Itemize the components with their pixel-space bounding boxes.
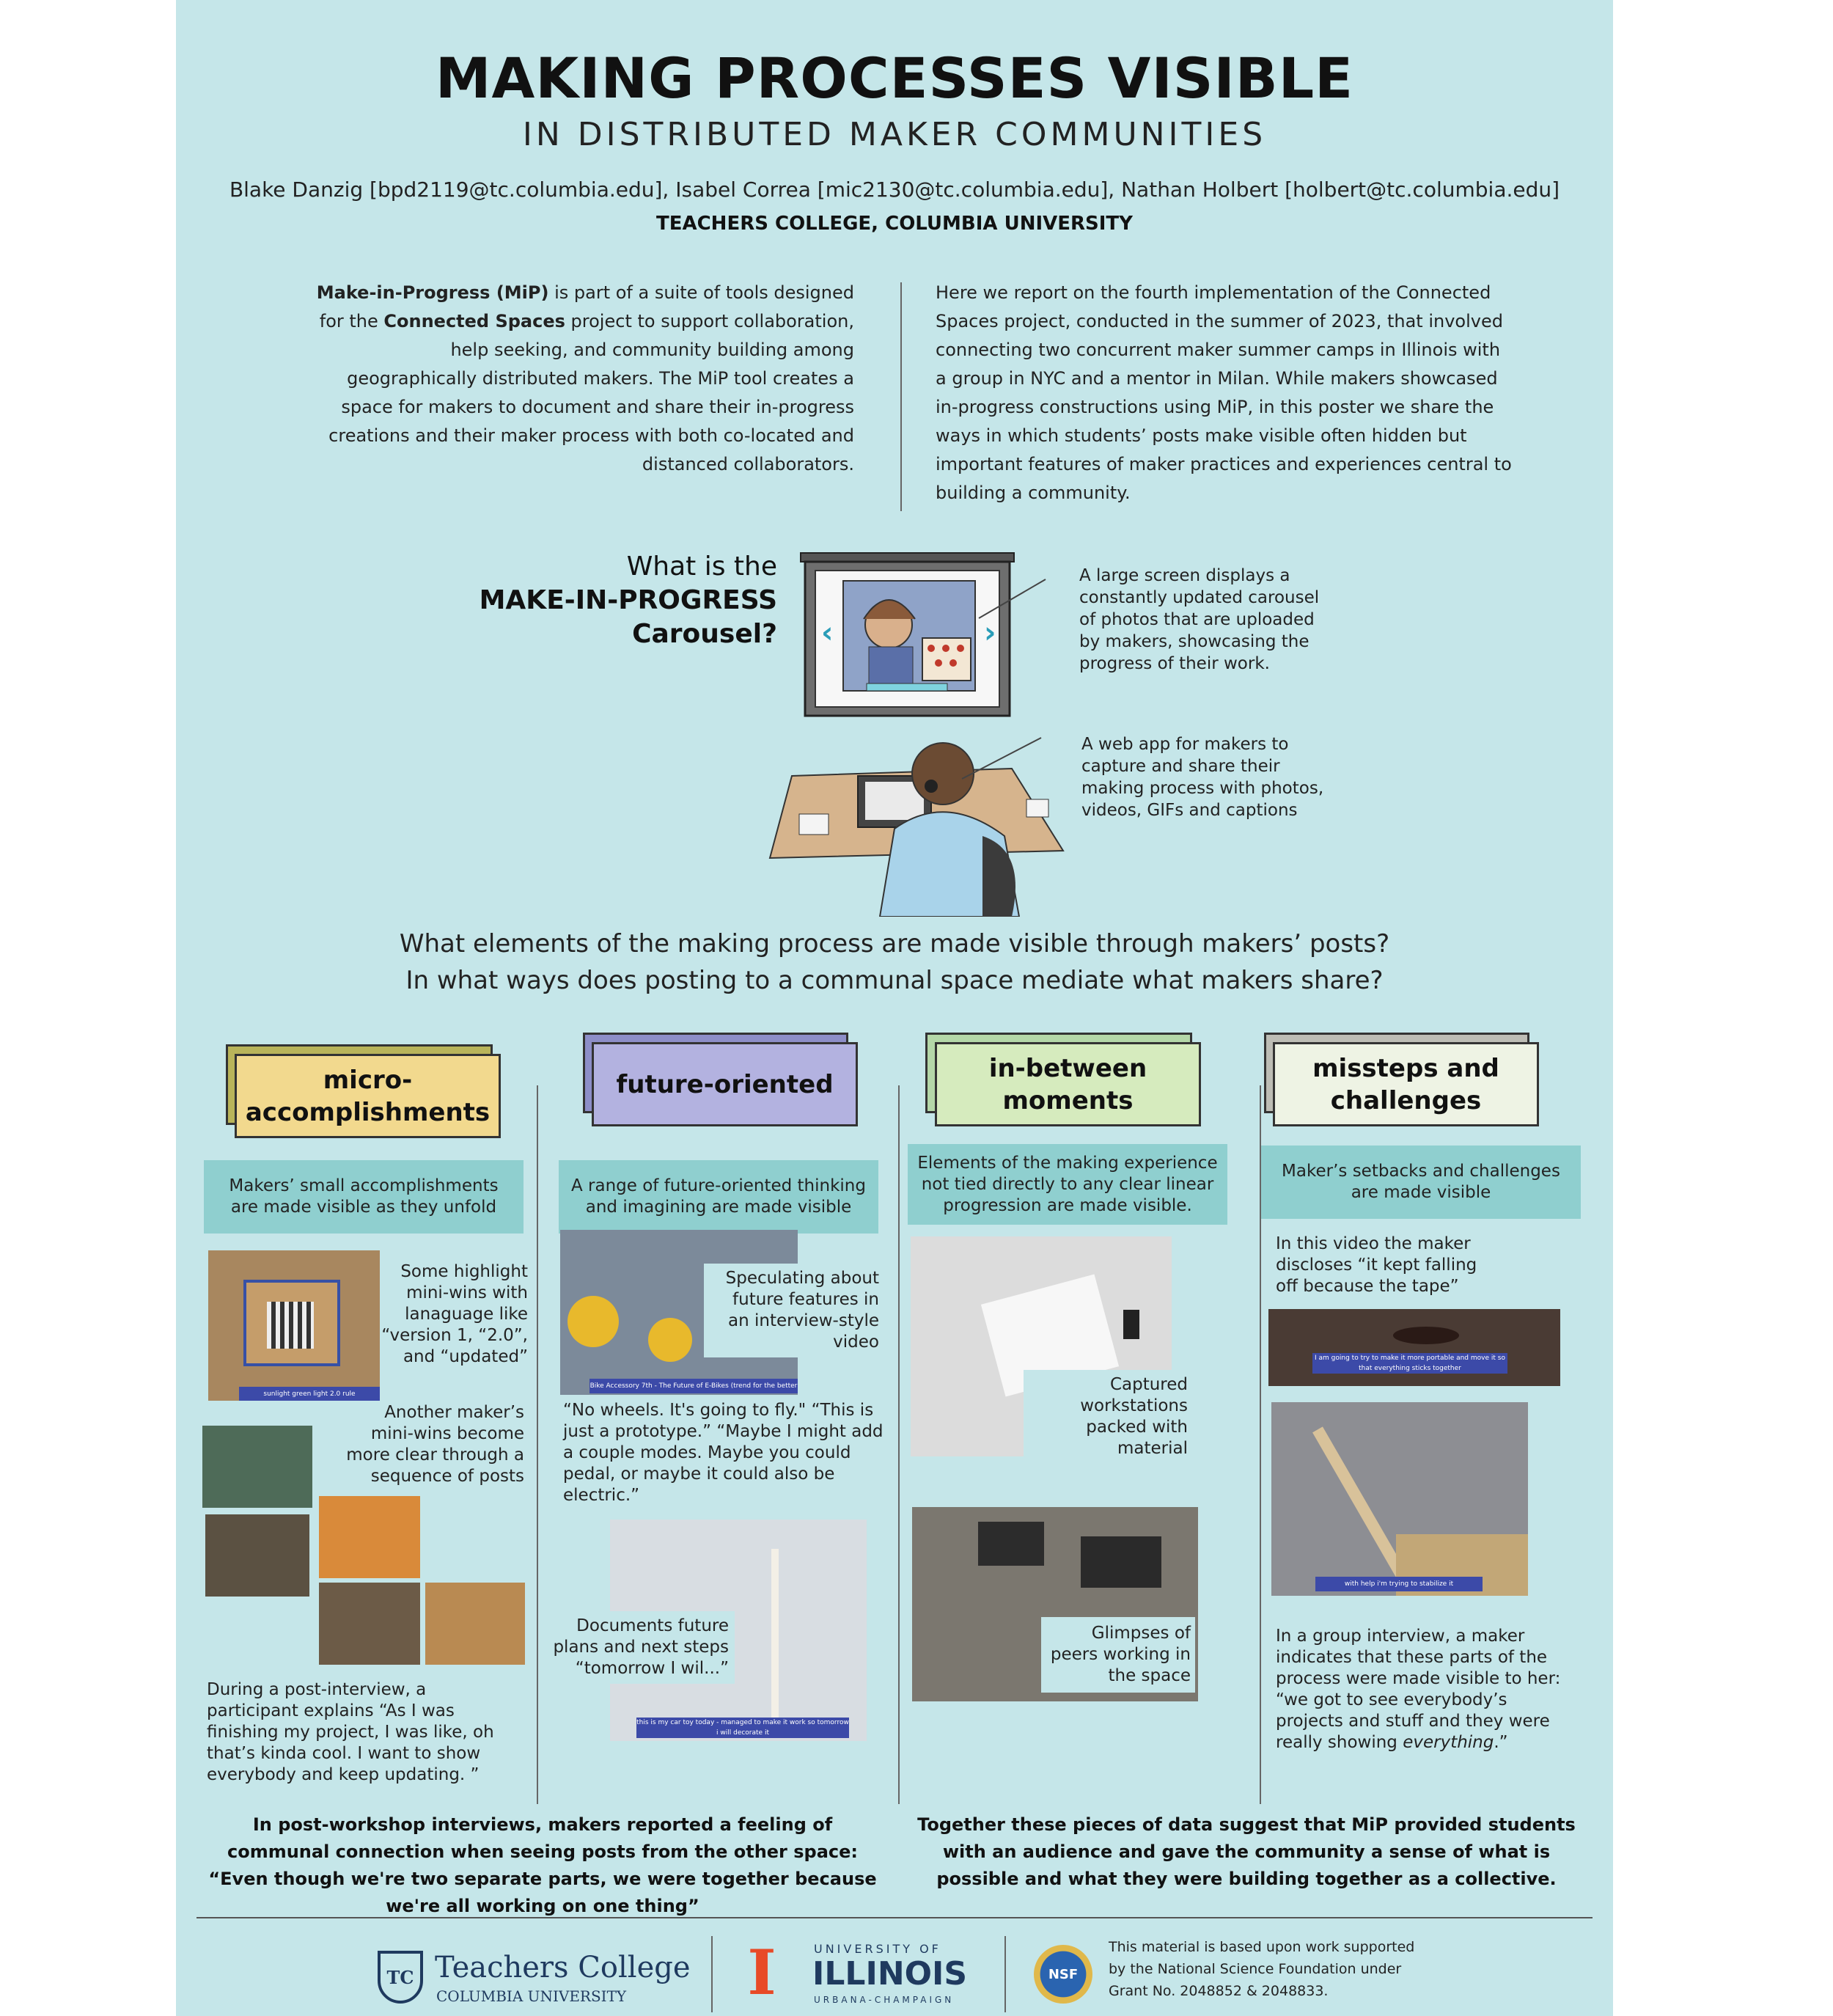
- photo-sequence-5: [425, 1583, 525, 1665]
- cap-missteps-2: [1276, 1626, 1576, 1753]
- caption-bar-tape: I am going to try to make it more portable and move it so that everything sticks together: [1312, 1353, 1507, 1374]
- tc-mark: TC: [386, 1966, 414, 1988]
- poster: [176, 0, 1613, 2016]
- poster-title: MAKING PROCESSES VISIBLE: [435, 45, 1354, 111]
- tab-micro-accomplishments: micro- accomplishments: [235, 1054, 501, 1138]
- screen-note: A large screen displays a constantly updated carousel of photos that are uploaded by makers, showcasing the progress of their work.: [1079, 566, 1320, 673]
- tc-shield-icon: [378, 1951, 423, 2004]
- footer-rule: [196, 1917, 1593, 1918]
- photo-sequence-4: [319, 1583, 420, 1665]
- conclusion-right: Together these pieces of data suggest that MiP provided students with an audience and gave the community a sense of what is possible and what they were building together as a collective.: [917, 1814, 1576, 1889]
- illinois-name: ILLINOIS: [812, 1955, 968, 1993]
- carousel-q-line2: MAKE-IN-PROGRESS: [479, 585, 777, 615]
- cap-future-1: Speculating about future features in an interview-style video: [704, 1264, 884, 1357]
- caption-bar-microbit: sunlight green light 2.0 rule: [239, 1387, 380, 1401]
- desc-missteps: Maker’s setbacks and challenges are made visible: [1261, 1146, 1581, 1219]
- caption-bar-bike: Bike Accessory 7th - The Future of E-Bikes (trend for the better: [589, 1379, 798, 1393]
- lamp-pole: [771, 1549, 779, 1725]
- tab-missteps-and-challenges: missteps and challenges: [1273, 1042, 1539, 1126]
- carousel-next-icon: ›: [984, 616, 996, 650]
- photo-stabilize: [1271, 1402, 1528, 1596]
- desc-inbetween: Elements of the making experience not tied directly to any clear linear progression are made visible.: [908, 1144, 1227, 1225]
- poster-subtitle: IN DISTRIBUTED MAKER COMMUNITIES: [522, 116, 1267, 153]
- carousel-q-line3: Carousel?: [632, 619, 777, 649]
- intro-divider: [900, 282, 902, 511]
- laptop-1: [978, 1522, 1044, 1566]
- carousel-prev-icon: ‹: [821, 616, 834, 650]
- illinois-top: UNIVERSITY OF: [814, 1942, 941, 1956]
- device: [1123, 1310, 1139, 1339]
- carousel-question: [418, 550, 777, 651]
- yellow-wheel-1: [567, 1296, 619, 1347]
- cap-micro-2: Another maker’s mini-wins become more clear through a sequence of posts: [346, 1403, 524, 1486]
- photo-tape-video: [1268, 1309, 1560, 1386]
- cap-missteps-1: In this video the maker discloses “it kept falling off because the tape”: [1276, 1234, 1477, 1296]
- app-note: A web app for makers to capture and share their making process with photos, videos, GIFs and captions: [1081, 735, 1324, 820]
- column-divider-2: [898, 1085, 900, 1804]
- cap-inbetween-1: Captured workstations packed with material: [1024, 1370, 1192, 1464]
- column-divider-1: [537, 1085, 538, 1804]
- footer-divider-2: [1004, 1936, 1006, 2012]
- intro-left: [315, 279, 854, 479]
- cap-inbetween-2: Glimpses of peers working in the space: [1041, 1617, 1195, 1693]
- intro-text-2: project to support collaboration, help seeking, and community building among geographically distributed makers. The MiP tool creates a space for makers to document and share their in-progress creations and their maker process with both co-located and distanced collaborators.: [328, 311, 854, 474]
- mouth: [1393, 1327, 1459, 1344]
- illinois-logo: [741, 1936, 982, 2009]
- photo-microbit-board: [208, 1250, 380, 1401]
- authors: Blake Danzig [bpd2119@tc.columbia.edu], Isabel Correa [mic2130@tc.columbia.edu], Nathan Holbert [holbert@tc.columbia.edu]: [229, 177, 1560, 202]
- affiliation: TEACHERS COLLEGE, COLUMBIA UNIVERSITY: [655, 213, 1133, 235]
- intro-right: Here we report on the fourth implementation of the Connected Spaces project, conducted in the summer of 2023, that involved connecting two concurrent maker summer camps in Illinois with a group in NYC and a mentor in Milan. While makers showcased in-progress constructions using MiP, in this poster we share the ways in which students’ posts make visible often hidden but important features of maker practices and experiences central to building a community.: [936, 282, 1512, 503]
- cap-missteps-2-end: .”: [1494, 1733, 1508, 1752]
- nsf-seal-icon: [1034, 1945, 1092, 2004]
- photo-sequence-1: [202, 1426, 312, 1508]
- photo-sequence-2: [205, 1514, 309, 1597]
- cap-missteps-2-emphasis: everything: [1403, 1733, 1494, 1752]
- tc-name: Teachers College: [435, 1951, 691, 1984]
- caption-bar-future: this is my car toy today - managed to make it work so tomorrow i will decorate it: [636, 1719, 849, 1737]
- illinois-mark: I: [747, 1936, 776, 2009]
- tc-logo: [378, 1951, 693, 2009]
- nsf-text: This material is based upon work supported by the National Science Foundation under Grant No. 2048852 & 2048833.: [1109, 1939, 1415, 1999]
- tab-in-between-moments: in-between moments: [935, 1042, 1201, 1126]
- desc-future: A range of future-oriented thinking and imagining are made visible: [559, 1160, 878, 1234]
- carousel-q-line1: What is the: [626, 551, 777, 582]
- intro-text-1: is part of a suite of tools designed for the: [319, 282, 854, 331]
- nsf-mark: NSF: [1048, 1966, 1079, 1982]
- cap-future-3: Documents future plans and next steps “tomorrow I wil...”: [543, 1611, 735, 1684]
- footer-divider-1: [711, 1936, 713, 2012]
- photo-sequence-3: [319, 1496, 420, 1578]
- cap-micro-3: During a post-interview, a participant explains “As I was finishing my project, I was like, oh that’s kinda cool. I want to show everybody and keep updating. ”: [207, 1680, 494, 1784]
- tab-future-oriented: future-oriented: [592, 1042, 858, 1126]
- intro-bold-cs: Connected Spaces: [383, 311, 565, 331]
- cap-missteps-2-text: In a group interview, a maker indicates that these parts of the process were made visible to her: “we got to see everybody’s projects and stuff and they were really showing: [1276, 1627, 1561, 1752]
- laptop-2: [1081, 1536, 1161, 1588]
- illinois-sub: URBANA-CHAMPAIGN: [814, 1995, 955, 2005]
- conclusion-left: In post-workshop interviews, makers reported a feeling of communal connection when seeing posts from the other space: “Even though we're two separate parts, we were together because we're all working on one thing”: [208, 1814, 877, 1916]
- research-question-2: In what ways does posting to a communal space mediate what makers share?: [405, 966, 1384, 995]
- research-questions: [176, 925, 1613, 999]
- tc-sub: COLUMBIA UNIVERSITY: [436, 1987, 627, 2005]
- caption-bar-stabilize: with help i'm trying to stabilize it: [1315, 1577, 1483, 1591]
- cap-future-2: “No wheels. It's going to fly." “This is just a prototype.” “Maybe I might add a couple modes. Maybe you could pedal, or maybe it could also be electric.”: [563, 1401, 884, 1505]
- intro-bold-mip: Make-in-Progress (MiP): [316, 282, 549, 303]
- desc-micro: Makers’ small accomplishments are made visible as they unfold: [204, 1160, 524, 1234]
- illinois-block-i-icon: [741, 1936, 783, 2009]
- led-grid: [267, 1302, 314, 1349]
- cap-micro-1: Some highlight mini-wins with lanaguage like “version 1, “2.0”, and “updated”: [381, 1262, 528, 1366]
- yellow-wheel-2: [648, 1318, 692, 1362]
- research-question-1: What elements of the making process are made visible through makers’ posts?: [399, 929, 1390, 958]
